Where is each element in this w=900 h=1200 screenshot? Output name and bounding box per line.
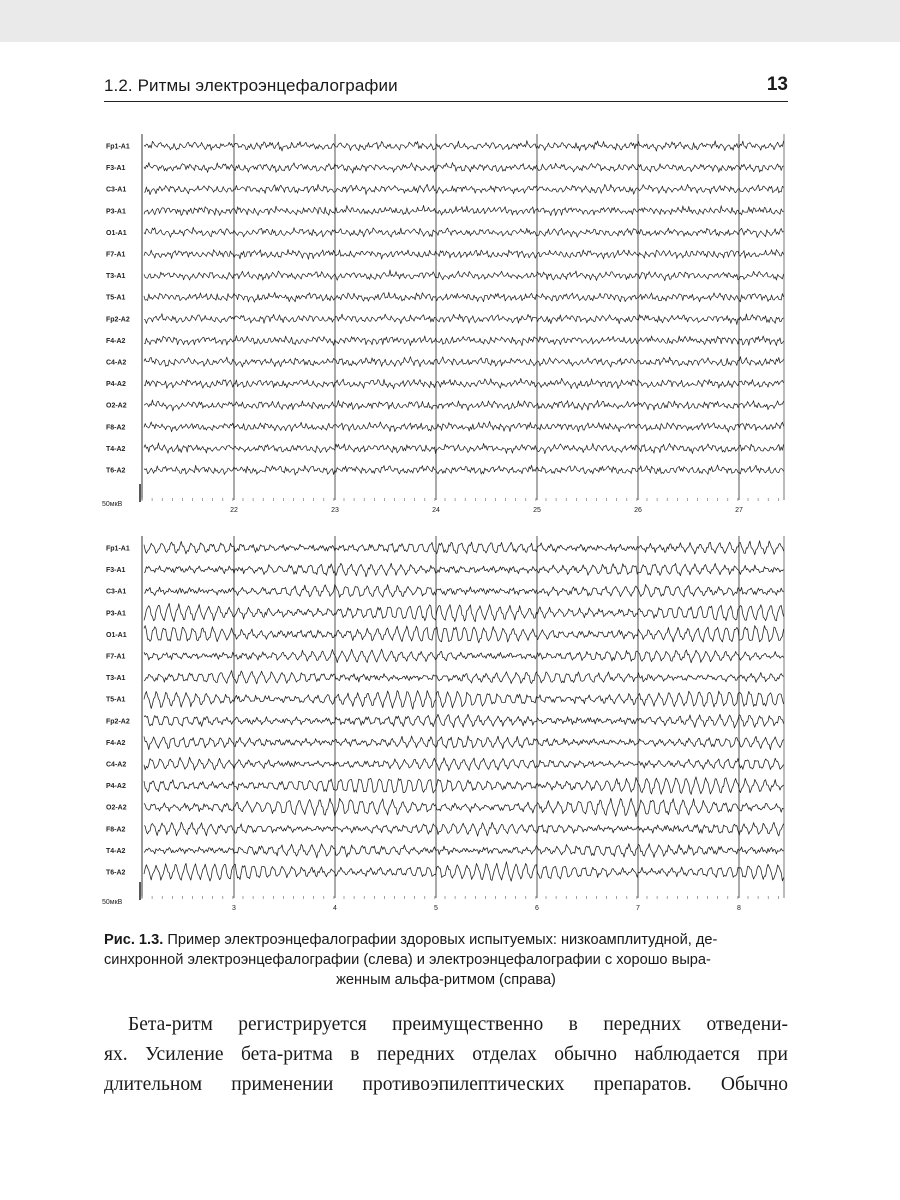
- bottom-channel-trace: [144, 798, 784, 817]
- top-time-mark: 24: [432, 507, 440, 514]
- top-channel-trace: [144, 250, 784, 260]
- top-channel-trace: [144, 336, 784, 346]
- bottom-channel-label: Fp2-A2: [106, 718, 130, 726]
- header-rule: [104, 101, 788, 102]
- bottom-scale-label: 50мкВ: [102, 899, 123, 906]
- body-paragraph: [104, 1010, 788, 1100]
- bottom-channel-label: T3-A1: [106, 675, 126, 683]
- top-channel-label: T4-A2: [106, 445, 126, 453]
- caption-label: Рис. 1.3.: [104, 932, 164, 948]
- top-channel-trace: [144, 378, 784, 389]
- top-channel-trace: [144, 357, 784, 368]
- top-channel-label: F4-A2: [106, 337, 126, 345]
- bottom-channel-trace: [144, 649, 784, 663]
- bottom-channel-label: T4-A2: [106, 847, 126, 855]
- top-channel-label: T6-A2: [106, 467, 126, 475]
- caption-text-line-2: синхронной электроэнцефалографии (слева) и электроэнцефалографии с хорошо выра-: [104, 952, 711, 968]
- top-channel-trace: [144, 443, 784, 454]
- top-channel-label: Fp2-A2: [106, 316, 130, 324]
- top-channel-label: C3-A1: [106, 186, 127, 194]
- top-time-mark: 23: [331, 507, 339, 514]
- bottom-channel-label: O1-A1: [106, 631, 127, 639]
- bottom-channel-label: F4-A2: [106, 739, 126, 747]
- bottom-time-mark: 5: [434, 905, 438, 912]
- top-channel-label: Fp1-A1: [106, 143, 130, 151]
- top-channel-trace: [144, 421, 784, 432]
- bottom-channel-trace: [144, 563, 784, 577]
- bottom-channel-label: C4-A2: [106, 761, 127, 769]
- top-channel-label: T5-A1: [106, 294, 126, 302]
- body-line-1: Бета-ритм регистрируется преимущественно в передних отведени-: [128, 1014, 788, 1035]
- eeg-chart-bottom: [96, 530, 790, 918]
- bottom-time-mark: 8: [737, 905, 741, 912]
- bottom-channel-label: O2-A2: [106, 804, 127, 812]
- bottom-channel-trace: [144, 671, 784, 684]
- bottom-channel-label: T6-A2: [106, 869, 126, 877]
- top-channel-label: F7-A1: [106, 251, 126, 259]
- top-channel-trace: [144, 205, 784, 215]
- top-scan-band: [0, 0, 900, 42]
- bottom-channel-label: T5-A1: [106, 696, 126, 704]
- top-channel-label: T3-A1: [106, 273, 126, 281]
- bottom-channel-trace: [144, 862, 784, 881]
- bottom-channel-trace: [144, 584, 784, 597]
- top-scale-label: 50мкВ: [102, 501, 123, 508]
- bottom-channel-trace: [144, 777, 784, 795]
- top-channel-label: F8-A2: [106, 424, 126, 432]
- bottom-time-mark: 4: [333, 905, 337, 912]
- body-line-2: ях. Усиление бета-ритма в передних отделах обычно наблюдается при: [104, 1044, 788, 1065]
- top-channel-label: O1-A1: [106, 229, 127, 237]
- bottom-channel-trace: [144, 626, 784, 643]
- bottom-channel-trace: [144, 603, 784, 621]
- eeg-panel-desynchronized: [96, 128, 790, 520]
- bottom-channel-trace: [144, 822, 784, 836]
- bottom-channel-trace: [144, 844, 784, 858]
- top-channel-label: O2-A2: [106, 402, 127, 410]
- bottom-channel-trace: [144, 736, 784, 750]
- caption-text-line-1: Пример электроэнцефалографии здоровых испытуемых: низкоамплитудной, де-: [167, 932, 718, 948]
- bottom-channel-label: C3-A1: [106, 588, 127, 596]
- top-channel-trace: [144, 270, 784, 281]
- top-channel-trace: [144, 465, 784, 475]
- bottom-time-mark: 3: [232, 905, 236, 912]
- bottom-channel-trace: [144, 541, 784, 555]
- body-line-3: длительном применении противоэпилептических препаратов. Обычно: [104, 1074, 788, 1095]
- top-channel-trace: [144, 163, 784, 174]
- top-channel-label: P4-A2: [106, 381, 126, 389]
- top-time-mark: 27: [735, 507, 743, 514]
- top-channel-trace: [144, 184, 784, 195]
- eeg-chart-top: [96, 128, 790, 520]
- page-number: 13: [766, 74, 788, 95]
- running-title: 1.2. Ритмы электроэнцефалографии: [104, 76, 398, 95]
- top-time-mark: 26: [634, 507, 642, 514]
- top-channel-label: C4-A2: [106, 359, 127, 367]
- bottom-channel-label: P3-A1: [106, 610, 126, 618]
- figure-caption: [104, 930, 788, 990]
- bottom-channel-trace: [144, 757, 784, 771]
- bottom-channel-label: P4-A2: [106, 783, 126, 791]
- running-head: [104, 72, 788, 100]
- bottom-channel-trace: [144, 691, 784, 710]
- top-channel-trace: [144, 141, 784, 152]
- top-channel-trace: [144, 227, 784, 237]
- bottom-channel-trace: [144, 714, 784, 728]
- top-channel-label: F3-A1: [106, 165, 126, 173]
- top-channel-trace: [144, 292, 784, 302]
- bottom-channel-label: Fp1-A1: [106, 545, 130, 553]
- top-channel-label: P3-A1: [106, 208, 126, 216]
- top-time-mark: 25: [533, 507, 541, 514]
- top-time-mark: 22: [230, 507, 238, 514]
- bottom-time-mark: 7: [636, 905, 640, 912]
- top-channel-trace: [144, 314, 784, 325]
- bottom-channel-label: F3-A1: [106, 567, 126, 575]
- top-channel-trace: [144, 400, 784, 411]
- eeg-panel-alpha-rhythm: [96, 530, 790, 918]
- bottom-channel-label: F7-A1: [106, 653, 126, 661]
- bottom-time-mark: 6: [535, 905, 539, 912]
- caption-text-line-3: женным альфа-ритмом (справа): [336, 972, 556, 988]
- bottom-channel-label: F8-A2: [106, 826, 126, 834]
